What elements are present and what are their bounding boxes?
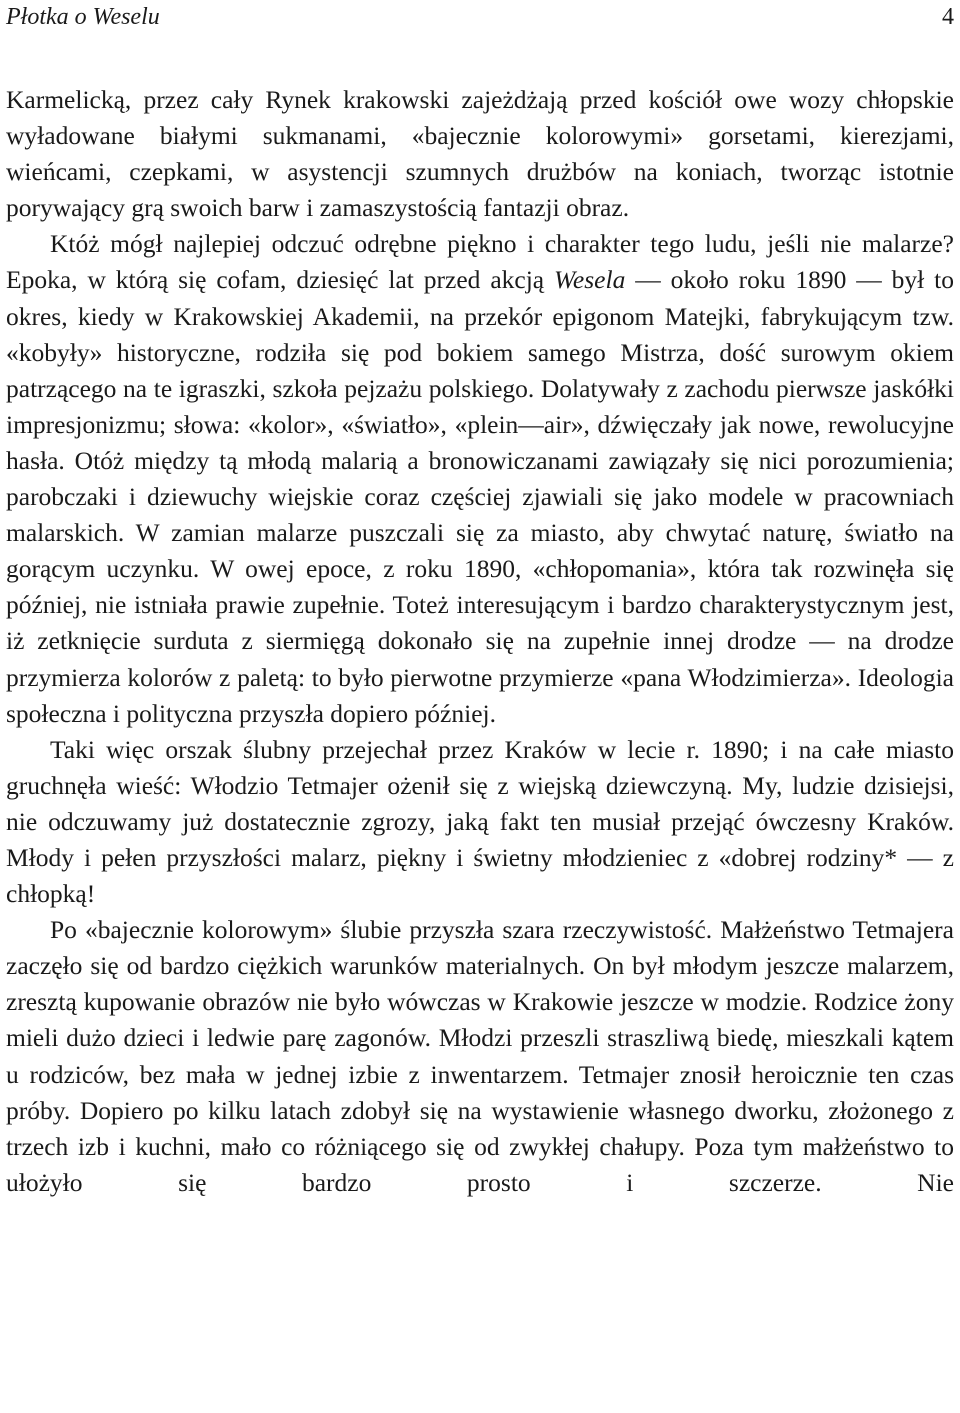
paragraph-text: Któż mógł najlepiej odczuć odrębne piękno i charakter tego ludu, jeśli nie malarze? Epoka, w którą się cofam, dziesięć lat przed akcją xyxy=(6,229,954,295)
work-title: Wesela xyxy=(554,265,626,295)
page-number: 4 xyxy=(942,4,954,30)
paragraph xyxy=(6,912,954,1201)
paragraph xyxy=(6,82,954,226)
paragraph xyxy=(6,226,954,731)
running-header xyxy=(6,2,954,32)
running-title: Płotka o Weselu xyxy=(6,4,160,30)
paragraph-text: Taki więc orszak ślubny przejechał przez Kraków w lecie r. 1890; i na całe miasto gruchnęła wieść: Włodzio Tetmajer ożenił się z wiejską dziewczyną. My, ludzie dzisiejsi, nie odczuwamy już dostatecznie zgrozy, jaką fakt ten musiał przejąć ówczesny Kraków. Młody i pełen przyszłości malarz, piękny i świetny młodzieniec z «dobrej rodziny* — z chłopką! xyxy=(6,734,954,909)
paragraph xyxy=(6,732,954,912)
body-text xyxy=(6,82,954,1201)
paragraph-text: Karmelicką, przez cały Rynek krakowski zajeżdżają przed kościół owe wozy chłopskie wyładowane białymi sukmanami, «bajecznie kolorowymi» gorsetami, kierezjami, wieńcami, czepkami, w asystencji szumnych drużbów na koniach, tworząc istotnie porywający grą swoich barw i zamaszystością fantazji obraz. xyxy=(6,85,954,223)
paragraph-text: Po «bajecznie kolorowym» ślubie przyszła szara rzeczywistość. Małżeństwo Tetmajera zaczęło się od bardzo ciężkich warunków materialnych. On był młodym jeszcze malarzem, zresztą kupowanie obrazów nie było wówczas w Krakowie jeszcze w modzie. Rodzice żony mieli dużo dzieci i ledwie parę zagonów. Młodzi przeszli straszliwą biedę, mieszkali kątem u rodziców, bez mała w jednej izbie z inwentarzem. Tetmajer znosił heroicznie ten czas próby. Dopiero po kilku latach zdobył się na wystawienie własnego dworku, złożonego z trzech izb i kuchni, mało co różniącego się od zwykłej chałupy. Poza tym małżeństwo to ułożyło się bardzo prosto i szczerze. Nie xyxy=(6,915,954,1197)
document-page xyxy=(6,0,954,1413)
paragraph-text: — około roku 1890 — był to okres, kiedy w Krakowskiej Akademii, na przekór epigonom Matejki, fabrykującym tzw. «kobyły» historyczne, rodziła się pod bokiem samego Mistrza, dość surowym okiem patrzącego na te igraszki, szkoła pejzażu polskiego. Dolatywały z zachodu pierwsze jaskółki impresjonizmu; słowa: «kolor», «światło», «plein—air», dźwięczały jak nowe, rewolucyjne hasła. Otóż między tą młodą malarią a bronowiczanami zawiązały się nici porozumienia; parobczaki i dziewuchy wiejskie coraz częściej zjawiali się jako modele w pracowniach malarskich. W zamian malarze puszczali się za miasto, aby chwytać naturę, światło na gorącym uczynku. W owej epoce, z roku 1890, «chłopomania», która tak rozwinęła się później, nie istniała prawie zupełnie. Toteż interesującym i bardzo charakterystycznym jest, iż zetknięcie surduta z siermięgą dokonało się na zupełnie innej drodze — na drodze przymierza kolorów z paletą: to było pierwotne przymierze «pana Włodzimierza». Ideologia społeczna i polityczna przyszła dopiero później. xyxy=(6,265,954,728)
